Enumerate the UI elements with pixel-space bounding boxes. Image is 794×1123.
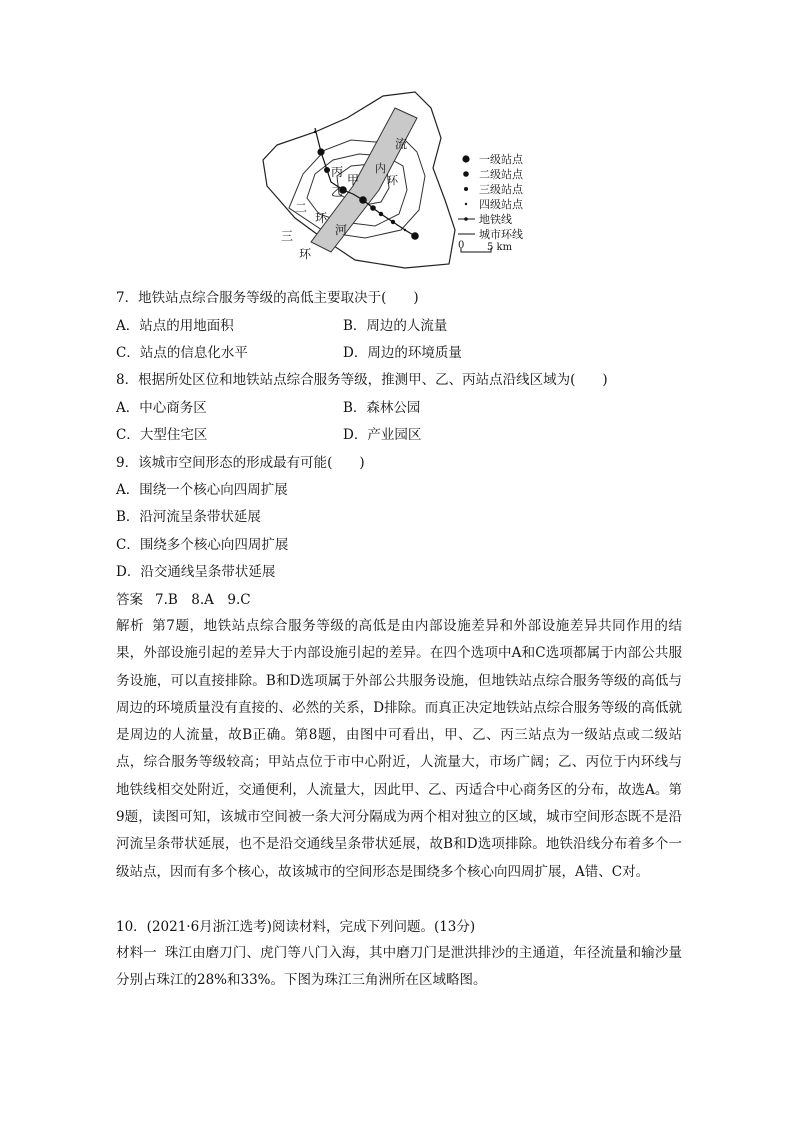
legend-level2: 二级站点 [479,168,523,181]
analysis-paragraph [116,613,682,886]
question-8-option-d: D．产业园区 [343,427,422,443]
material-1-paragraph [116,940,682,995]
answer-value: 7.B 8.A 9.C [155,592,251,608]
question-7-option-a: A．站点的用地面积 [116,318,234,334]
station-level1 [317,148,324,155]
station-label-jia: 甲 [347,173,360,187]
river-label: 河 [335,223,348,237]
analysis-text: 第7题，地铁站点综合服务等级的高低是由内部设施差异和外部设施差异共同作用的结果，外部设施引起的差异大于内部设施引起的差异。在四个选项中A和C选项都属于内部公共服务设施，可以直接排除。B和D选项属于外部公共服务设施，但地铁站点综合服务等级的高低与周边的环境质量没有直接的、必然的关系，D排除。而真正决定地铁站点综合服务等级的高低就是周边的人流量，故B正确。第8题，由图中可看出，甲、乙、丙三站点为一级站点或二级站点，综合服务等级较高；甲站点位于市中心附近，人流量大，市场广阔；乙、丙位于内环线与地铁线相交处附近，交通便利，人流量大，因此甲、乙、丙适合中心商务区的分布，故选A。第9题，读图可知，该城市空间被一条大河分隔成为两个相对独立的区域，城市空间形态既不是沿河流呈条带状延展，也不是沿交通线呈条带状延展，故B和D选项排除。地铁沿线分布着多个一级站点，因而有多个核心，故该城市的空间形态是围绕多个核心向四周扩展，A错、C对。 [116,618,683,880]
legend-level1: 一级站点 [479,153,523,166]
legend-level3: 三级站点 [479,183,523,196]
station-level2 [370,205,376,211]
station-label-bing: 丙 [331,165,344,179]
analysis-label: 解析 [116,618,145,634]
question-7-option-b: B．周边的人流量 [343,318,448,334]
second-ring-label: 环 [315,211,328,225]
city-metro-map [255,90,545,280]
legend-metro: 地铁线 [479,213,512,226]
answer-label: 答案 [116,592,143,608]
legend-level1-icon [462,155,469,162]
question-7-stem: 7．地铁站点综合服务等级的高低主要取决于( ) [116,290,419,306]
question-9-stem: 9．该城市空间形态的形成最有可能( ) [116,455,365,471]
legend-level3-icon [464,187,468,191]
legend-level4: 四级站点 [479,198,523,211]
station-level3 [379,212,383,216]
station-label-yi: 乙 [331,185,344,199]
material-1-label: 材料一 [116,945,157,961]
question-9-option-c: C．围绕多个核心向四周扩展 [116,537,289,553]
station-level1 [411,232,419,240]
scale-zero: 0 [458,240,465,251]
third-ring-label: 环 [299,247,312,261]
question-8-option-c: C．大型住宅区 [116,427,208,443]
river-label: 流 [395,137,408,151]
answer-line [116,590,251,610]
question-7-option-c: C．站点的信息化水平 [116,345,248,361]
station-level4 [314,131,316,133]
station-level4 [404,229,406,231]
station-level2 [324,167,330,173]
question-8-option-b: B．森林公园 [343,400,421,416]
question-8-option-a: A．中心商务区 [116,400,207,416]
second-ring-label: 二 [295,201,308,215]
legend-level4-icon [465,203,467,205]
station-level3 [391,220,395,224]
station-level1 [359,196,367,204]
question-10-stem: 10．(2021·6月浙江选考)阅读材料，完成下列问题。(13分) [116,919,476,935]
inner-ring-label: 内 [375,162,386,175]
question-9-option-a: A．围绕一个核心向四周扩展 [116,482,288,498]
question-9-option-d: D．沿交通线呈条带状延展 [116,564,276,580]
third-ring-label: 三 [281,229,294,243]
material-1-text: 珠江由磨刀门、虎门等八门入海，其中磨刀门是泄洪排沙的主通道，年径流量和输沙量分别占珠江的28%和33%。下图为珠江三角洲所在区域略图。 [116,945,683,989]
question-7-option-d: D．周边的环境质量 [343,345,462,361]
question-8-stem: 8．根据所处区位和地铁站点综合服务等级，推测甲、乙、丙站点沿线区域为( ) [116,372,608,388]
legend-level2-icon [463,171,469,177]
map-legend [458,152,524,253]
inner-ring-label: 环 [387,174,398,187]
question-9-option-b: B．沿河流呈条带状延展 [116,509,261,525]
legend-ring: 城市环线 [479,228,523,241]
scale-end: 5 km [487,242,513,253]
